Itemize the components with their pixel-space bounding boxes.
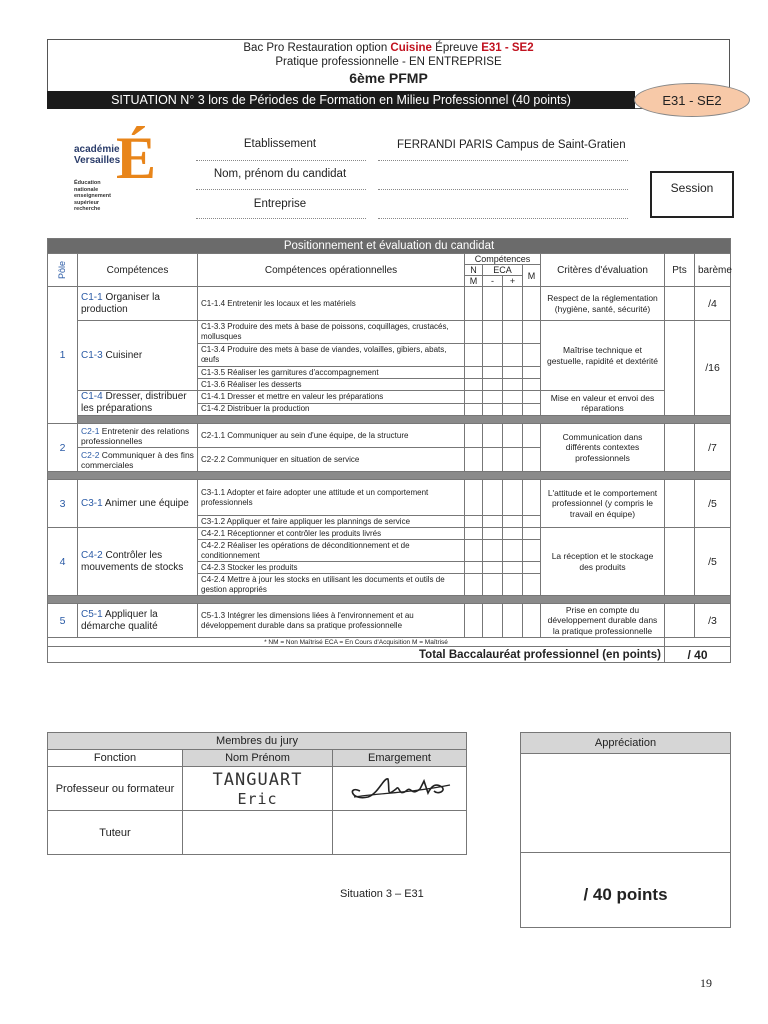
header-plus: + [503, 276, 523, 287]
pole-2-number: 2 [48, 424, 78, 472]
header-bareme: barème [695, 254, 731, 287]
grade-cell[interactable] [503, 403, 523, 416]
appreciation-points: / 40 points [583, 885, 668, 904]
grade-cell[interactable] [503, 480, 523, 516]
grade-cell[interactable] [483, 287, 503, 321]
competence-c4-2 [78, 528, 198, 596]
competence-c2-1 [78, 424, 198, 448]
header-epreuve-code: E31 - SE2 [481, 42, 534, 54]
page-number: 19 [700, 976, 712, 990]
grade-cell[interactable] [483, 480, 503, 516]
grade-cell[interactable] [503, 574, 523, 596]
header-criteres: Critères d'évaluation [541, 254, 665, 287]
points-cell[interactable] [665, 424, 695, 472]
academie-logo [68, 125, 173, 220]
criteria-c1-4: Mise en valeur et envoi des réparations [541, 391, 665, 416]
logo-sub-line: enseignement [74, 193, 111, 199]
dotted-line [196, 189, 366, 190]
grade-cell[interactable] [503, 516, 523, 528]
grade-cell[interactable] [503, 604, 523, 638]
total-label: Total Baccalauréat professionnel (en points) [48, 647, 665, 663]
session-box[interactable] [650, 171, 734, 218]
points-cell[interactable] [665, 528, 695, 596]
op-c4-2-1: C4-2.1 Réceptionner et contrôler les produits livrés [198, 528, 465, 540]
points-cell[interactable] [665, 480, 695, 528]
grade-cell[interactable] [523, 424, 541, 448]
dotted-line [196, 160, 366, 161]
grade-cell[interactable] [503, 528, 523, 540]
competence-label: Entretenir des relations professionnelles [81, 425, 190, 446]
header-pole [48, 254, 78, 287]
jury-table [47, 732, 466, 855]
grade-cell[interactable] [465, 379, 483, 391]
bareme-c1-1: /4 [695, 287, 731, 321]
grade-cell[interactable] [483, 574, 503, 596]
separator [48, 596, 731, 604]
competence-c2-2 [78, 448, 198, 472]
criteria-pole-3: L'attitude et le comportement professionnel (y compris le travail en équipe) [541, 480, 665, 528]
competence-code: C2-2 [81, 449, 100, 460]
op-c3-1-2: C3-1.2 Appliquer et faire appliquer les plannings de service [198, 516, 465, 528]
op-c1-3-5: C1-3.5 Réaliser les garnitures d'accompagnement [198, 367, 465, 379]
logo-line-1: académie [74, 144, 120, 155]
appreciation-field[interactable] [521, 754, 730, 853]
competence-label: Appliquer la démarche qualité [81, 608, 158, 632]
header-pts: Pts [665, 254, 695, 287]
jury-prof-signature[interactable] [333, 767, 467, 811]
grade-cell[interactable] [523, 540, 541, 562]
competence-label: Contrôler les mouvements de stocks [81, 549, 184, 573]
op-c2-1-1: C2-1.1 Communiquer au sein d'une équipe, de la structure [198, 424, 465, 448]
legend-spacer [665, 638, 731, 647]
grade-cell[interactable] [523, 480, 541, 516]
appreciation-box [520, 732, 731, 928]
grade-cell[interactable] [483, 367, 503, 379]
competence-code: C2-1 [81, 425, 100, 436]
op-c3-1-1: C3-1.1 Adopter et faire adopter une attitude et un comportement professionnels [198, 480, 465, 516]
separator [78, 416, 731, 424]
total-value[interactable]: / 40 [665, 647, 731, 663]
grade-cell[interactable] [483, 562, 503, 574]
candidate-name-label: Nom, prénom du candidat [213, 168, 347, 180]
op-c4-2-2: C4-2.2 Réaliser les opérations de déconditionnement et de conditionnement [198, 540, 465, 562]
grade-cell[interactable] [483, 344, 503, 367]
pole-header-text: Pôle [57, 260, 68, 279]
header-minus: - [483, 276, 503, 287]
grade-cell[interactable] [483, 424, 503, 448]
grade-cell[interactable] [503, 562, 523, 574]
grade-cell[interactable] [483, 540, 503, 562]
op-c1-1-4: C1-1.4 Entretenir les locaux et les matériels [198, 287, 465, 321]
grade-cell[interactable] [503, 391, 523, 404]
dotted-line [378, 218, 628, 219]
jury-tuteur-name[interactable] [183, 811, 333, 855]
points-cell[interactable] [665, 287, 695, 321]
grade-cell[interactable] [465, 367, 483, 379]
logo-sub-line: nationale [74, 186, 99, 193]
points-cell[interactable] [665, 604, 695, 638]
grade-cell[interactable] [523, 391, 541, 404]
criteria-pole-5: Prise en compte du développement durable dans la pratique professionnelle [541, 604, 665, 638]
etablissement-value: FERRANDI PARIS Campus de Saint-Gratien [397, 139, 626, 151]
header-n: N [465, 265, 483, 276]
separator [48, 472, 731, 480]
session-label: Session [670, 181, 714, 195]
dotted-line [378, 160, 628, 161]
competence-c1-4 [78, 391, 198, 416]
header-line-1 [48, 42, 729, 54]
header-text: Bac Pro Restauration option [243, 42, 391, 54]
grade-cell[interactable] [465, 424, 483, 448]
header-line-2: Pratique professionnelle - EN ENTREPRISE [275, 56, 502, 68]
grade-cell[interactable] [465, 540, 483, 562]
grade-cell[interactable] [523, 321, 541, 344]
logo-letter: É [116, 125, 157, 191]
competence-c5-1 [78, 604, 198, 638]
grade-cell[interactable] [465, 287, 483, 321]
grade-cell[interactable] [523, 287, 541, 321]
points-cell[interactable] [665, 321, 695, 416]
pole-5-number: 5 [48, 604, 78, 638]
bareme-c1-3: /16 [695, 321, 731, 416]
jury-emargement-header: Emargement [333, 750, 467, 767]
competence-code: C5-1 [81, 608, 103, 620]
handwritten-name: TANGUART [212, 769, 303, 790]
jury-prof-label: Professeur ou formateur [48, 767, 183, 811]
pole-1-number: 1 [48, 287, 78, 424]
jury-prof-name[interactable] [183, 767, 333, 811]
header-cuisine: Cuisine [390, 42, 432, 54]
grade-cell[interactable] [465, 562, 483, 574]
op-c1-4-2: C1-4.2 Distribuer la production [198, 403, 465, 416]
grade-cell[interactable] [465, 391, 483, 404]
bareme-pole-4: /5 [695, 528, 731, 596]
op-c4-2-3: C4-2.3 Stocker les produits [198, 562, 465, 574]
op-c2-2-2: C2-2.2 Communiquer en situation de service [198, 448, 465, 472]
logo-text [74, 144, 120, 166]
jury-nom-header: Nom Prénom [183, 750, 333, 767]
competence-c1-1 [78, 287, 198, 321]
competence-code: C1-4 [81, 391, 103, 402]
grade-cell[interactable] [465, 574, 483, 596]
grade-cell[interactable] [503, 448, 523, 472]
grade-cell[interactable] [523, 379, 541, 391]
header-text: Épreuve [431, 42, 482, 54]
jury-tuteur-label: Tuteur [48, 811, 183, 855]
dotted-line [196, 218, 366, 219]
grade-cell[interactable] [483, 604, 503, 638]
grade-cell[interactable] [483, 528, 503, 540]
dotted-line [378, 189, 628, 190]
grade-cell[interactable] [503, 379, 523, 391]
criteria-c1-3: Maîtrise technique et gestuelle, rapidité et dextérité [541, 321, 665, 391]
op-c1-3-6: C1-3.6 Réaliser les desserts [198, 379, 465, 391]
logo-sub-line: Éducation [74, 180, 101, 186]
jury-title: Membres du jury [48, 733, 467, 750]
competence-code: C3-1 [81, 497, 103, 509]
appreciation-title: Appréciation [521, 733, 730, 754]
grade-cell[interactable] [503, 344, 523, 367]
op-c1-4-1: C1-4.1 Dresser et mettre en valeur les préparations [198, 391, 465, 404]
grade-cell[interactable] [523, 516, 541, 528]
table-title: Positionnement et évaluation du candidat [48, 239, 731, 254]
grade-cell[interactable] [523, 448, 541, 472]
grade-cell[interactable] [465, 604, 483, 638]
grade-cell[interactable] [523, 562, 541, 574]
criteria-pole-4: La réception et le stockage des produits [541, 528, 665, 596]
grade-cell[interactable] [523, 604, 541, 638]
grade-cell[interactable] [483, 321, 503, 344]
bareme-pole-2: /7 [695, 424, 731, 472]
competence-label: Dresser, distribuer les préparations [81, 391, 187, 414]
competence-c3-1 [78, 480, 198, 528]
logo-sub-line: supérieur [74, 199, 100, 206]
criteria-c1-1: Respect de la réglementation (hygiène, santé, sécurité) [541, 287, 665, 321]
grade-cell[interactable] [465, 321, 483, 344]
competence-c1-3 [78, 321, 198, 391]
footer-text: Situation 3 – E31 [340, 888, 424, 900]
grade-cell[interactable] [503, 321, 523, 344]
logo-line-2: Versailles [74, 155, 121, 166]
grade-cell[interactable] [503, 367, 523, 379]
competence-code: C1-3 [81, 349, 103, 361]
handwritten-firstname: Eric [237, 789, 278, 808]
situation-bar: SITUATION N° 3 lors de Périodes de Formation en Milieu Professionnel (40 points) [47, 91, 635, 109]
jury-tuteur-signature[interactable] [333, 811, 467, 855]
grade-cell[interactable] [503, 424, 523, 448]
competence-code: C1-1 [81, 291, 103, 303]
criteria-pole-2: Communication dans différents contextes professionnels [541, 424, 665, 472]
logo-sub-line: recherche [74, 206, 101, 212]
grade-cell[interactable] [523, 528, 541, 540]
logo-subtext [74, 180, 111, 213]
bareme-pole-5: /3 [695, 604, 731, 638]
header-competences-group: Compétences [465, 254, 541, 265]
grade-cell[interactable] [465, 344, 483, 367]
op-c5-1-3: C5-1.3 Intégrer les dimensions liées à l'environnement et au développement durable dans sa pratique professionnelle [198, 604, 465, 638]
op-c4-2-4: C4-2.4 Mettre à jour les stocks en utilisant les documents et outils de gestion appropriés [198, 574, 465, 596]
grade-cell[interactable] [523, 344, 541, 367]
competence-code: C4-2 [81, 549, 103, 561]
grade-cell[interactable] [483, 516, 503, 528]
evaluation-table [47, 238, 730, 663]
grade-cell[interactable] [483, 379, 503, 391]
header-eca: ECA [483, 265, 523, 276]
grade-cell[interactable] [503, 540, 523, 562]
grade-cell[interactable] [465, 480, 483, 516]
competence-label: Communiquer à des fins commerciales [81, 449, 194, 470]
grade-cell[interactable] [523, 367, 541, 379]
legend: * NM = Non Maîtrisé ECA = En Cours d'Acquisition M = Maîtrisé [48, 638, 665, 647]
grade-cell[interactable] [465, 516, 483, 528]
grade-cell[interactable] [503, 287, 523, 321]
pole-3-number: 3 [48, 480, 78, 528]
grade-cell[interactable] [483, 448, 503, 472]
header-competences: Compétences [78, 254, 198, 287]
grade-cell[interactable] [483, 391, 503, 404]
header-m: M [523, 265, 541, 287]
etablissement-label: Etablissement [243, 138, 317, 150]
competence-label: Cuisiner [102, 349, 143, 361]
competence-label: Animer une équipe [102, 497, 189, 509]
grade-cell[interactable] [465, 448, 483, 472]
grade-cell[interactable] [523, 574, 541, 596]
header-operationnelles: Compétences opérationnelles [198, 254, 465, 287]
header-line-3: 6ème PFMP [349, 70, 428, 86]
op-c1-3-3: C1-3.3 Produire des mets à base de poissons, coquillages, crustacés, mollusques [198, 321, 465, 344]
competence-label: Organiser la production [81, 291, 160, 315]
grade-cell[interactable] [465, 528, 483, 540]
grade-cell[interactable] [483, 403, 503, 416]
epreuve-badge: E31 - SE2 [634, 83, 750, 117]
grade-cell[interactable] [465, 403, 483, 416]
bareme-pole-3: /5 [695, 480, 731, 528]
header-m1: M [465, 276, 483, 287]
signature-icon [340, 767, 460, 807]
op-c1-3-4: C1-3.4 Produire des mets à base de viandes, volailles, gibiers, abats, œufs [198, 344, 465, 367]
entreprise-label: Entreprise [253, 198, 307, 210]
pole-4-number: 4 [48, 528, 78, 596]
jury-fonction-header: Fonction [48, 750, 183, 767]
grade-cell[interactable] [523, 403, 541, 416]
